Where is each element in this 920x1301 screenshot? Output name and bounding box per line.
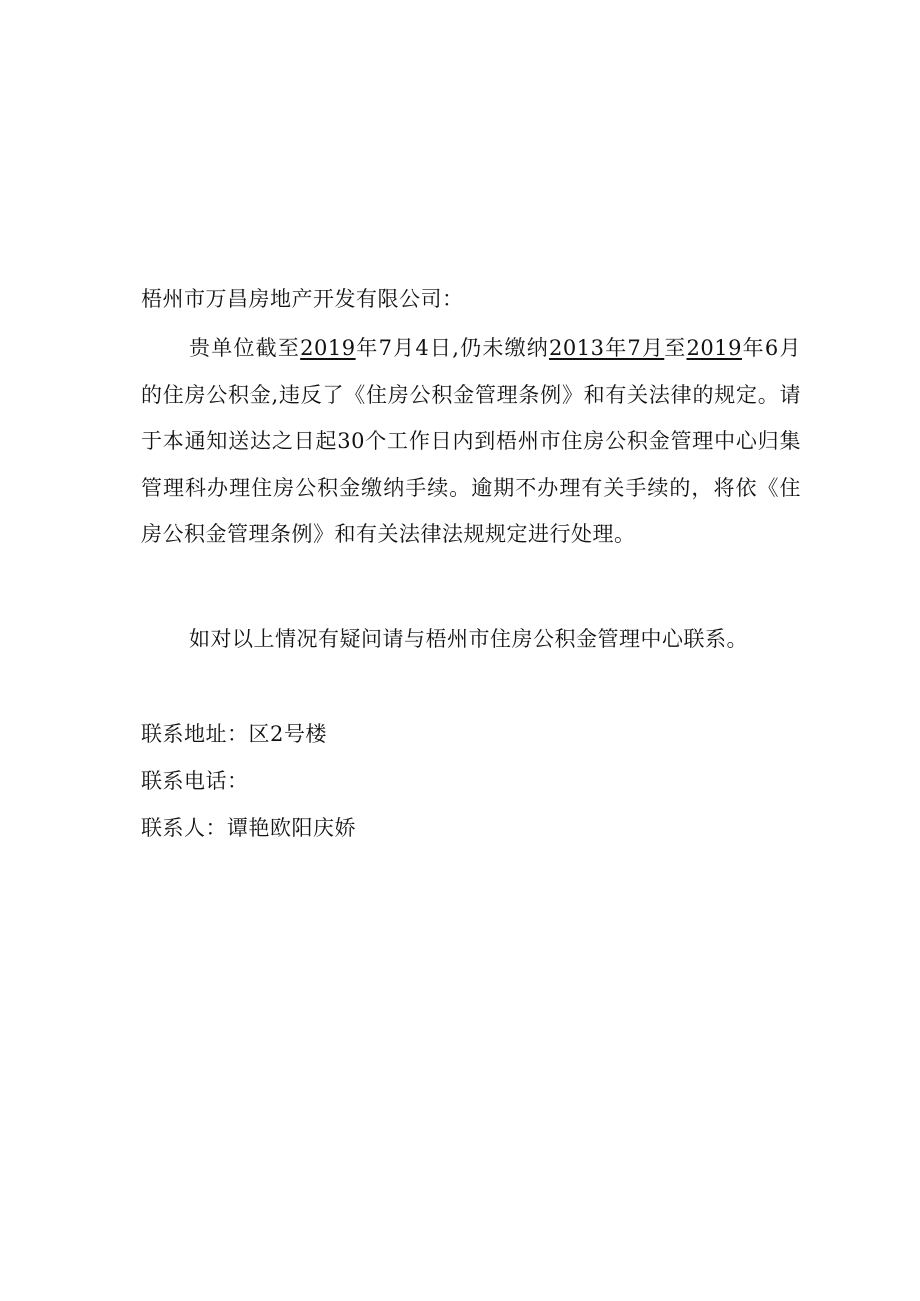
body-paragraph-1 [141,325,801,558]
period-end-year: 2019 [686,336,742,360]
addressee: 梧州市万昌房地产开发有限公司： [141,287,464,311]
body-prefix: 贵单位截至 [189,336,301,360]
contact-person: 联系人：谭艳欧阳庆娇 [141,816,356,840]
body-rest: 年6月的住房公积金,违反了《住房公积金管理条例》和有关法律的规定。请于本通知送达之日起30个工作日内到梧州市住房公积金管理中心归集管理科办理住房公积金缴纳手续。逾期不办理有关手续的，将依《住房公积金管理条例》和有关法律法规规定进行处理。 [141,336,802,546]
period-start: 2013年7月 [549,336,665,360]
deadline-rest: 年7月4日,仍未缴纳 [355,336,550,360]
contact-address: 联系地址：区2号楼 [141,722,327,746]
body-paragraph-2: 如对以上情况有疑问请与梧州市住房公积金管理中心联系。 [189,627,748,651]
deadline-year: 2019 [300,336,356,360]
period-to: 至 [664,336,687,360]
contact-phone: 联系电话： [141,769,249,793]
